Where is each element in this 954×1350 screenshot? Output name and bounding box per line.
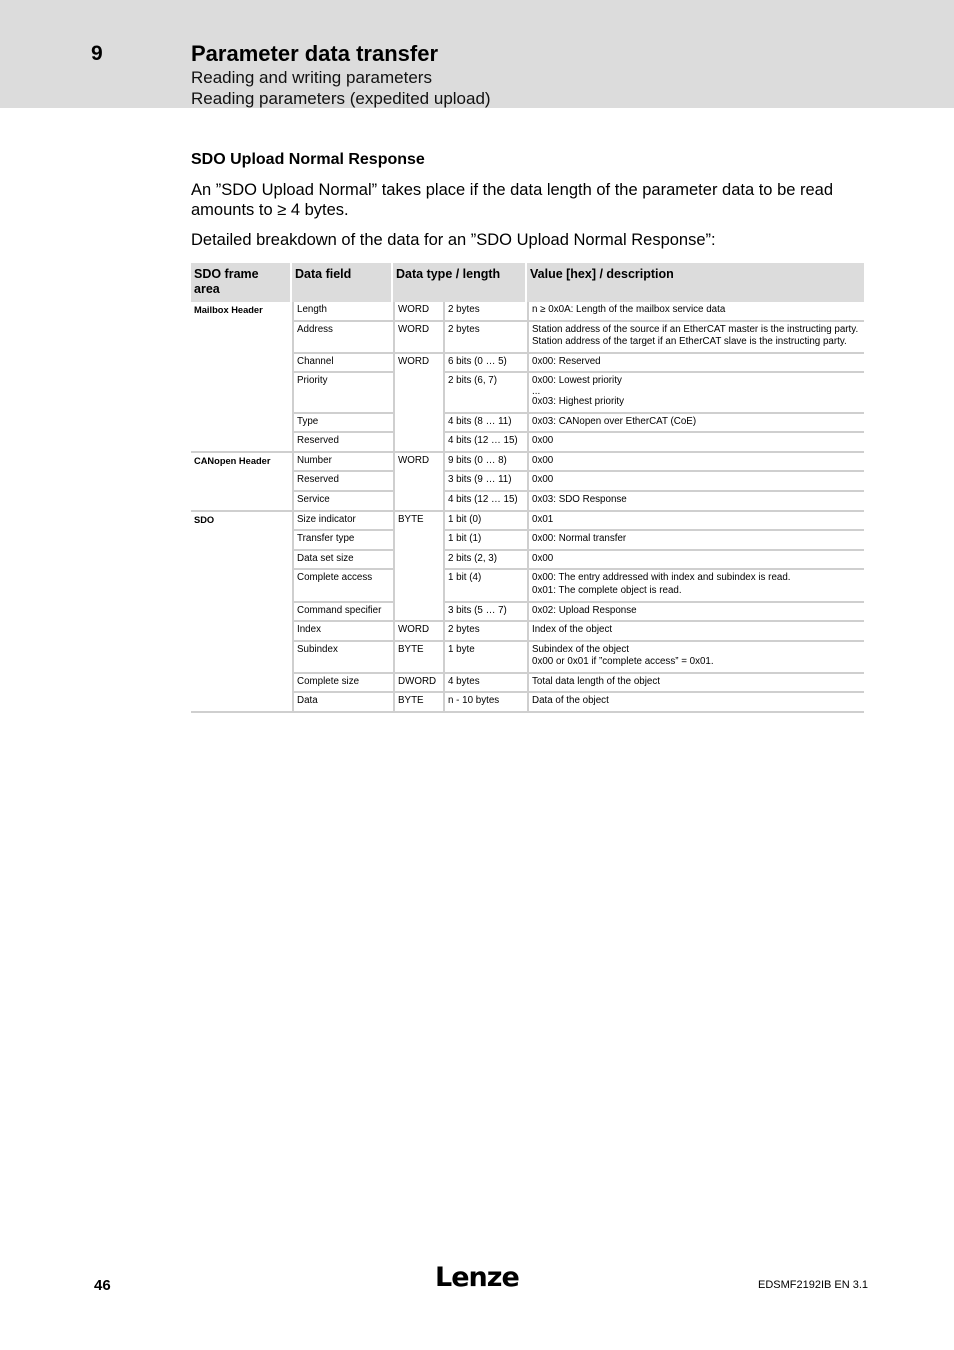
table-row [191,492,864,512]
table-row [191,622,864,642]
data-length: 2 bytes [443,322,527,354]
data-length: 6 bits (0 … 5) [443,354,527,374]
data-field: Data [292,693,393,713]
data-field: Size indicator [292,512,393,532]
area-sdo: SDO [191,512,292,714]
sdo-response-table [191,263,864,713]
data-type: WORD [393,302,443,322]
value-description: 0x00 [527,433,864,453]
table-row [191,674,864,694]
table-row [191,472,864,492]
value-description: Subindex of the object 0x00 or 0x01 if ”complete access” = 0x01. [527,642,864,674]
data-length: 2 bits (2, 3) [443,551,527,571]
data-length: 1 bit (0) [443,512,527,532]
data-field: Data set size [292,551,393,571]
value-description: 0x00: Reserved [527,354,864,374]
table-row [191,354,864,374]
data-field: Command specifier [292,603,393,623]
data-length: 4 bytes [443,674,527,694]
table-row [191,642,864,674]
data-field: Complete access [292,570,393,602]
data-field: Subindex [292,642,393,674]
data-field: Index [292,622,393,642]
table-row [191,302,864,322]
intro-paragraph: An ”SDO Upload Normal” takes place if the data length of the parameter data to be read amounts to ≥ 4 bytes. [191,181,834,219]
data-type: WORD [393,322,443,354]
header-value-description: Value [hex] / description [527,263,864,302]
data-length: 1 bit (4) [443,570,527,602]
table-row [191,414,864,434]
header-data-type-length: Data type / length [393,263,527,302]
table-row [191,693,864,713]
data-length: n - 10 bytes [443,693,527,713]
data-length: 4 bits (12 … 15) [443,433,527,453]
table-row [191,551,864,571]
area-canopen-header: CANopen Header [191,453,292,512]
table-row [191,512,864,532]
header-frame-area: SDO frame area [191,263,292,302]
data-length: 2 bits (6, 7) [443,373,527,413]
area-mailbox-header: Mailbox Header [191,302,292,453]
table-header-row [191,263,864,302]
data-type: BYTE [393,642,443,674]
value-description: 0x03: SDO Response [527,492,864,512]
data-field: Service [292,492,393,512]
chapter-number: 9 [91,42,103,65]
table-row [191,433,864,453]
chapter-title: Parameter data transfer [191,41,439,66]
table-row [191,373,864,413]
data-field: Number [292,453,393,473]
value-description: 0x01 [527,512,864,532]
data-length: 4 bits (12 … 15) [443,492,527,512]
value-description: 0x00 [527,453,864,473]
data-type: WORD [393,453,443,512]
value-description: n ≥ 0x0A: Length of the mailbox service data [527,302,864,322]
data-length: 4 bits (8 … 11) [443,414,527,434]
data-length: 1 bit (1) [443,531,527,551]
table-row [191,322,864,354]
value-description: Station address of the source if an EtherCAT master is the instructing party. Station address of the target if an EtherCAT slave is the instructing party. [527,322,864,354]
data-field: Priority [292,373,393,413]
data-field: Transfer type [292,531,393,551]
table-row [191,453,864,473]
data-field: Channel [292,354,393,374]
value-description: 0x03: CANopen over EtherCAT (CoE) [527,414,864,434]
data-length: 3 bits (5 … 7) [443,603,527,623]
page-number: 46 [94,1277,111,1294]
table-row [191,570,864,602]
value-description: 0x00: The entry addressed with index and subindex is read. 0x01: The complete object is read. [527,570,864,602]
data-length: 2 bytes [443,302,527,322]
value-description: 0x00 [527,551,864,571]
value-description: 0x00: Normal transfer [527,531,864,551]
data-field: Type [292,414,393,434]
data-field: Reserved [292,472,393,492]
value-description: Total data length of the object [527,674,864,694]
header-data-field: Data field [292,263,393,302]
data-field: Reserved [292,433,393,453]
lenze-logo: Lenze [435,1262,519,1293]
data-length: 9 bits (0 … 8) [443,453,527,473]
value-description: 0x02: Upload Response [527,603,864,623]
data-field: Address [292,322,393,354]
data-field: Length [292,302,393,322]
data-type: WORD [393,354,443,453]
subsection-subtitle: Reading parameters (expedited upload) [191,89,491,108]
table-row [191,531,864,551]
data-field: Complete size [292,674,393,694]
value-description: Index of the object [527,622,864,642]
breakdown-paragraph: Detailed breakdown of the data for an ”SDO Upload Normal Response”: [191,231,716,249]
value-description: 0x00 [527,472,864,492]
data-length: 1 byte [443,642,527,674]
section-heading: SDO Upload Normal Response [191,151,425,168]
document-id: EDSMF2192IB EN 3.1 [758,1279,869,1291]
data-type: DWORD [393,674,443,694]
value-description: 0x00: Lowest priority ... 0x03: Highest priority [527,373,864,413]
value-description: Data of the object [527,693,864,713]
data-type: BYTE [393,693,443,713]
data-type: BYTE [393,512,443,623]
data-length: 3 bits (9 … 11) [443,472,527,492]
section-subtitle: Reading and writing parameters [191,68,432,87]
table-row [191,603,864,623]
data-type: WORD [393,622,443,642]
data-length: 2 bytes [443,622,527,642]
